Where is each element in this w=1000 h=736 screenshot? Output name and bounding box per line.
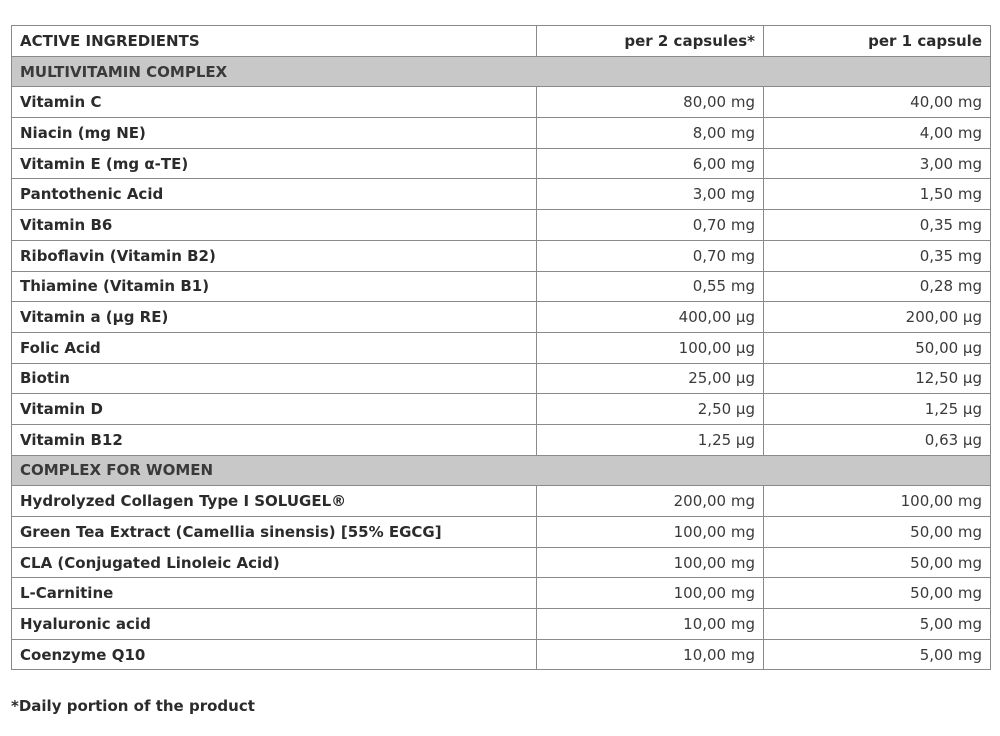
section-title: MULTIVITAMIN COMPLEX [12,56,991,87]
table-row [12,609,991,640]
per-2-capsules-cell: 10,00 mg [537,609,764,640]
table-row [12,302,991,333]
per-1-capsule-cell: 0,35 mg [764,240,991,271]
per-1-capsule-cell: 50,00 mg [764,547,991,578]
ingredient-name-cell: Vitamin C [12,87,537,118]
ingredient-name-cell: Vitamin B12 [12,424,537,455]
ingredient-name-cell: Vitamin a (µg RE) [12,302,537,333]
per-1-capsule-cell: 50,00 µg [764,332,991,363]
ingredient-name-cell: Pantothenic Acid [12,179,537,210]
ingredient-name-cell: CLA (Conjugated Linoleic Acid) [12,547,537,578]
ingredient-name-cell: Folic Acid [12,332,537,363]
ingredient-name-cell: Hydrolyzed Collagen Type I SOLUGEL® [12,486,537,517]
header-active-ingredients: ACTIVE INGREDIENTS [12,26,537,57]
ingredients-table-wrapper [11,25,990,670]
ingredient-name-cell: Niacin (mg NE) [12,118,537,149]
ingredient-name-cell: Thiamine (Vitamin B1) [12,271,537,302]
per-2-capsules-cell: 8,00 mg [537,118,764,149]
table-row [12,424,991,455]
footnote: *Daily portion of the product [11,697,255,715]
per-1-capsule-cell: 50,00 mg [764,578,991,609]
per-1-capsule-cell: 1,50 mg [764,179,991,210]
per-2-capsules-cell: 400,00 µg [537,302,764,333]
per-2-capsules-cell: 0,70 mg [537,240,764,271]
table-row [12,148,991,179]
per-1-capsule-cell: 4,00 mg [764,118,991,149]
per-1-capsule-cell: 200,00 µg [764,302,991,333]
section-title: COMPLEX FOR WOMEN [12,455,991,486]
table-row [12,332,991,363]
per-2-capsules-cell: 1,25 µg [537,424,764,455]
per-2-capsules-cell: 100,00 mg [537,578,764,609]
table-body [12,56,991,670]
per-1-capsule-cell: 0,28 mg [764,271,991,302]
per-2-capsules-cell: 6,00 mg [537,148,764,179]
table-row [12,210,991,241]
table-row [12,578,991,609]
ingredient-name-cell: Hyaluronic acid [12,609,537,640]
per-1-capsule-cell: 100,00 mg [764,486,991,517]
ingredient-name-cell: Vitamin D [12,394,537,425]
per-2-capsules-cell: 25,00 µg [537,363,764,394]
per-2-capsules-cell: 80,00 mg [537,87,764,118]
per-1-capsule-cell: 0,35 mg [764,210,991,241]
table-row [12,179,991,210]
per-1-capsule-cell: 50,00 mg [764,517,991,548]
per-2-capsules-cell: 0,55 mg [537,271,764,302]
per-1-capsule-cell: 5,00 mg [764,609,991,640]
ingredients-table [11,25,991,670]
table-row [12,394,991,425]
table-row [12,547,991,578]
per-2-capsules-cell: 2,50 µg [537,394,764,425]
ingredient-name-cell: Vitamin B6 [12,210,537,241]
table-row [12,240,991,271]
per-1-capsule-cell: 0,63 µg [764,424,991,455]
ingredient-name-cell: L-Carnitine [12,578,537,609]
per-1-capsule-cell: 12,50 µg [764,363,991,394]
per-1-capsule-cell: 5,00 mg [764,639,991,670]
table-row [12,87,991,118]
ingredient-name-cell: Vitamin E (mg α-TE) [12,148,537,179]
table-row [12,486,991,517]
table-row [12,118,991,149]
table-row [12,363,991,394]
per-1-capsule-cell: 1,25 µg [764,394,991,425]
ingredient-name-cell: Green Tea Extract (Camellia sinensis) [55% EGCG] [12,517,537,548]
per-1-capsule-cell: 40,00 mg [764,87,991,118]
per-2-capsules-cell: 100,00 mg [537,547,764,578]
per-2-capsules-cell: 100,00 µg [537,332,764,363]
section-header-row [12,455,991,486]
per-2-capsules-cell: 0,70 mg [537,210,764,241]
table-row [12,517,991,548]
per-2-capsules-cell: 3,00 mg [537,179,764,210]
table-row [12,271,991,302]
header-per-1-capsule: per 1 capsule [764,26,991,57]
header-per-2-capsules: per 2 capsules* [537,26,764,57]
table-header-row [12,26,991,57]
ingredient-name-cell: Coenzyme Q10 [12,639,537,670]
per-2-capsules-cell: 10,00 mg [537,639,764,670]
ingredient-name-cell: Riboflavin (Vitamin B2) [12,240,537,271]
section-header-row [12,56,991,87]
per-2-capsules-cell: 100,00 mg [537,517,764,548]
ingredient-name-cell: Biotin [12,363,537,394]
table-row [12,639,991,670]
per-2-capsules-cell: 200,00 mg [537,486,764,517]
per-1-capsule-cell: 3,00 mg [764,148,991,179]
